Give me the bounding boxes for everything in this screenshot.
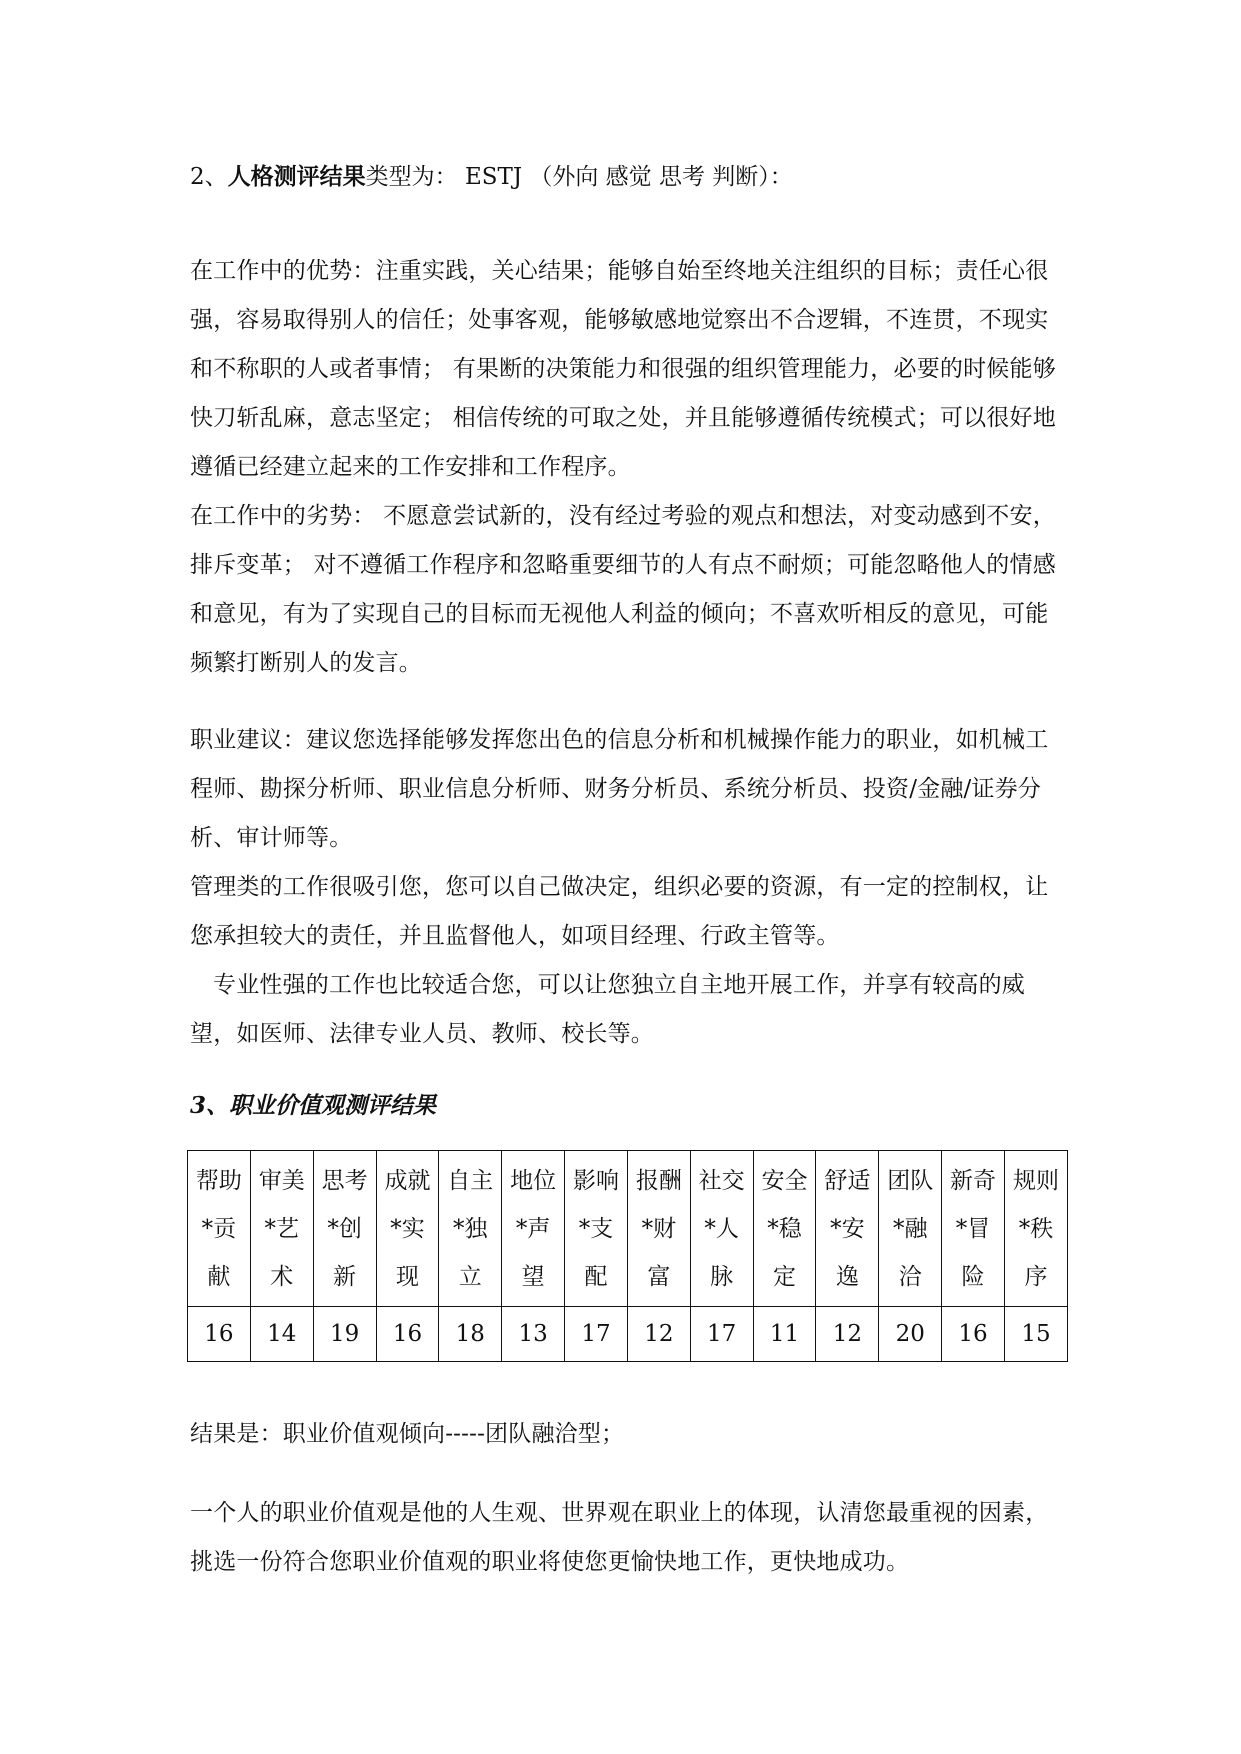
value-name: 思考 xyxy=(321,1167,368,1194)
strengths-paragraph: 在工作中的优势：注重实践，关心结果；能够自始至终地关注组织的目标；责任心很强，容易取得别人的信任；处事客观，能够敏感地觉察出不合逻辑，不连贯，不现实和不称职的人或者事情； 有果断的决策能力和很强的组织管理能力，必要的时候能够快刀斩乱麻，意志坚定； 相信传统的可取之处，并且能够遵循传统模式；可以很好地遵循已经建立起来的工作安排和工作程序。 xyxy=(190,258,1056,480)
value-subname: *贡 xyxy=(201,1215,237,1242)
value-subname: 险 xyxy=(961,1263,985,1290)
section-2-type: 类型为： ESTJ （外向 感觉 思考 判断）： xyxy=(365,164,793,190)
value-header-cell xyxy=(1004,1151,1067,1307)
values-score-row xyxy=(188,1307,1068,1362)
value-subname: 新 xyxy=(333,1263,357,1290)
management-paragraph: 管理类的工作很吸引您，您可以自己做决定，组织必要的资源，有一定的控制权，让您承担较大的责任，并且监督他人，如项目经理、行政主管等。 xyxy=(190,874,1049,949)
value-subname: 术 xyxy=(270,1263,294,1290)
value-name: 帮助 xyxy=(195,1167,242,1194)
value-header-cell xyxy=(942,1151,1005,1307)
value-header-cell xyxy=(439,1151,502,1307)
value-subname: *人 xyxy=(704,1215,739,1242)
section-3-results xyxy=(190,1410,1070,1587)
value-score-cell: 17 xyxy=(690,1307,753,1362)
section-2 xyxy=(190,160,1070,1123)
explanation-paragraph: 一个人的职业价值观是他的人生观、世界观在职业上的体现，认清您最重视的因素，挑选一份符合您职业价值观的职业将使您更愉快地工作，更快地成功。 xyxy=(190,1500,1049,1575)
value-name: 团队 xyxy=(887,1167,934,1194)
value-score-cell: 16 xyxy=(188,1307,251,1362)
value-header-cell xyxy=(313,1151,376,1307)
section-2-title: 人格测评结果 xyxy=(227,163,366,190)
value-subname: 富 xyxy=(647,1263,671,1290)
value-subname: 配 xyxy=(584,1263,608,1290)
value-subname: *声 xyxy=(515,1215,551,1242)
value-name: 社交 xyxy=(698,1167,745,1194)
value-name: 舒适 xyxy=(824,1167,871,1194)
value-name: 报酬 xyxy=(635,1167,682,1194)
value-score-cell: 15 xyxy=(1004,1307,1067,1362)
value-subname: *冒 xyxy=(955,1215,991,1242)
value-score-cell: 16 xyxy=(376,1307,439,1362)
value-header-cell xyxy=(250,1151,313,1307)
value-name: 审美 xyxy=(258,1167,305,1194)
value-score-cell: 12 xyxy=(816,1307,879,1362)
values-table xyxy=(187,1150,1068,1362)
value-name: 地位 xyxy=(510,1167,557,1194)
value-subname: *艺 xyxy=(264,1215,300,1242)
professional-paragraph: 专业性强的工作也比较适合您，可以让您独立自主地开展工作，并享有较高的威望，如医师、法律专业人员、教师、校长等。 xyxy=(190,972,1025,1047)
weaknesses-paragraph: 在工作中的劣势： 不愿意尝试新的，没有经过考验的观点和想法，对变动感到不安，排斥变革； 对不遵循工作程序和忽略重要细节的人有点不耐烦；可能忽略他人的情感和意见，有为了实现自己的目标而无视他人利益的倾向；不喜欢听相反的意见，可能频繁打断别人的发言。 xyxy=(190,503,1056,676)
value-header-cell xyxy=(502,1151,565,1307)
result-line: 结果是：职业价值观倾向-----团队融洽型； xyxy=(190,1421,625,1447)
value-score-cell: 14 xyxy=(250,1307,313,1362)
value-name: 影响 xyxy=(572,1167,619,1194)
value-score-cell: 18 xyxy=(439,1307,502,1362)
value-subname: *财 xyxy=(641,1215,677,1242)
value-subname: *安 xyxy=(830,1215,865,1242)
value-subname: 献 xyxy=(207,1263,231,1290)
value-subname: *实 xyxy=(390,1215,425,1242)
value-score-cell: 13 xyxy=(502,1307,565,1362)
value-header-cell xyxy=(879,1151,942,1307)
value-subname: 现 xyxy=(395,1263,419,1290)
value-header-cell xyxy=(565,1151,628,1307)
value-score-cell: 17 xyxy=(565,1307,628,1362)
values-header-row xyxy=(188,1151,1068,1307)
value-name: 新奇 xyxy=(950,1167,997,1194)
value-subname: *秩 xyxy=(1018,1215,1054,1242)
value-name: 安全 xyxy=(761,1167,808,1194)
value-header-cell xyxy=(376,1151,439,1307)
section-2-number: 2、 xyxy=(190,164,228,190)
value-subname: 立 xyxy=(458,1263,482,1290)
value-header-cell xyxy=(816,1151,879,1307)
value-subname: 洽 xyxy=(898,1263,922,1290)
value-subname: 定 xyxy=(773,1263,797,1290)
value-subname: 脉 xyxy=(710,1263,734,1290)
value-score-cell: 19 xyxy=(313,1307,376,1362)
value-score-cell: 20 xyxy=(879,1307,942,1362)
career-advice-paragraph: 职业建议：建议您选择能够发挥您出色的信息分析和机械操作能力的职业，如机械工程师、勘探分析师、职业信息分析师、财务分析员、系统分析员、投资/金融/证券分析、审计师等。 xyxy=(190,727,1049,851)
value-header-cell xyxy=(690,1151,753,1307)
value-header-cell xyxy=(753,1151,816,1307)
section-3-heading: 3、职业价值观测评结果 xyxy=(190,1092,437,1119)
section-2-heading xyxy=(190,160,1070,194)
value-subname: *支 xyxy=(578,1215,614,1242)
value-subname: *独 xyxy=(453,1215,488,1242)
value-header-cell xyxy=(188,1151,251,1307)
value-subname: 序 xyxy=(1024,1263,1048,1290)
value-header-cell xyxy=(627,1151,690,1307)
value-subname: *融 xyxy=(892,1215,928,1242)
value-subname: *稳 xyxy=(767,1215,802,1242)
value-name: 自主 xyxy=(447,1167,494,1194)
value-score-cell: 16 xyxy=(942,1307,1005,1362)
value-score-cell: 12 xyxy=(627,1307,690,1362)
value-subname: 逸 xyxy=(835,1263,859,1290)
value-name: 成就 xyxy=(384,1167,431,1194)
value-name: 规则 xyxy=(1012,1167,1059,1194)
value-subname: *创 xyxy=(327,1215,362,1242)
value-subname: 望 xyxy=(521,1263,545,1290)
value-score-cell: 11 xyxy=(753,1307,816,1362)
